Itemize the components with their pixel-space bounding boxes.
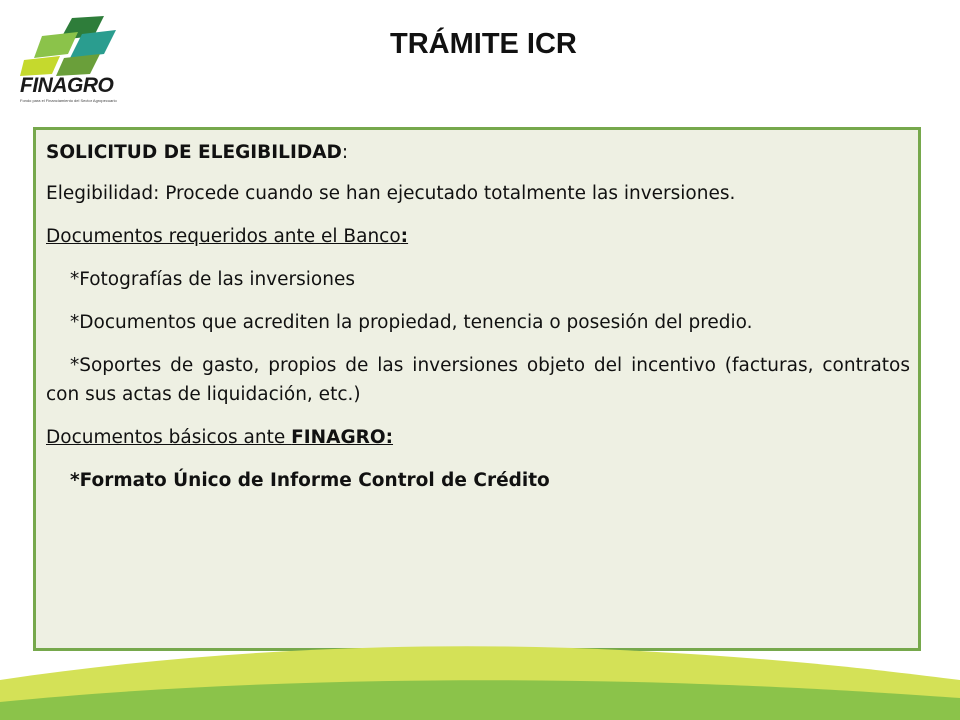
finagro-leaf-icon <box>20 14 120 76</box>
bank-doc-item: *Documentos que acrediten la propiedad, tenencia o posesión del predio. <box>70 312 753 333</box>
finagro-docs-heading: Documentos básicos ante <box>46 427 292 448</box>
finagro-doc-item: *Formato Único de Informe Control de Crédito <box>70 470 550 491</box>
page-title: TRÁMITE ICR <box>390 28 577 60</box>
content-panel <box>33 127 921 651</box>
section-title-line <box>46 138 910 167</box>
section-title: SOLICITUD DE ELEGIBILIDAD <box>46 142 342 163</box>
logo-tagline: Fondo para el Financiamiento del Sector Agropecuario <box>20 98 117 103</box>
bank-doc-item: *Soportes de gasto, propios de las inversiones objeto del incentivo (facturas, contratos con sus actas de liquidación, etc.) <box>46 355 910 405</box>
bank-doc-item: *Fotografías de las inversiones <box>70 269 355 290</box>
section-title-colon: : <box>341 142 349 163</box>
bank-docs-heading-line <box>46 222 910 251</box>
bottom-wave-decoration <box>0 640 960 720</box>
eligibility-paragraph: Elegibilidad: Procede cuando se han ejecutado totalmente las inversiones. <box>46 183 736 204</box>
bank-docs-heading: Documentos requeridos ante el Banco <box>46 226 401 247</box>
finagro-docs-heading-line <box>46 423 910 452</box>
finagro-logo <box>14 14 126 106</box>
bank-docs-heading-colon: : <box>400 226 409 247</box>
logo-wordmark: FINAGRO <box>20 74 114 97</box>
finagro-docs-heading-bold: FINAGRO: <box>291 427 394 448</box>
